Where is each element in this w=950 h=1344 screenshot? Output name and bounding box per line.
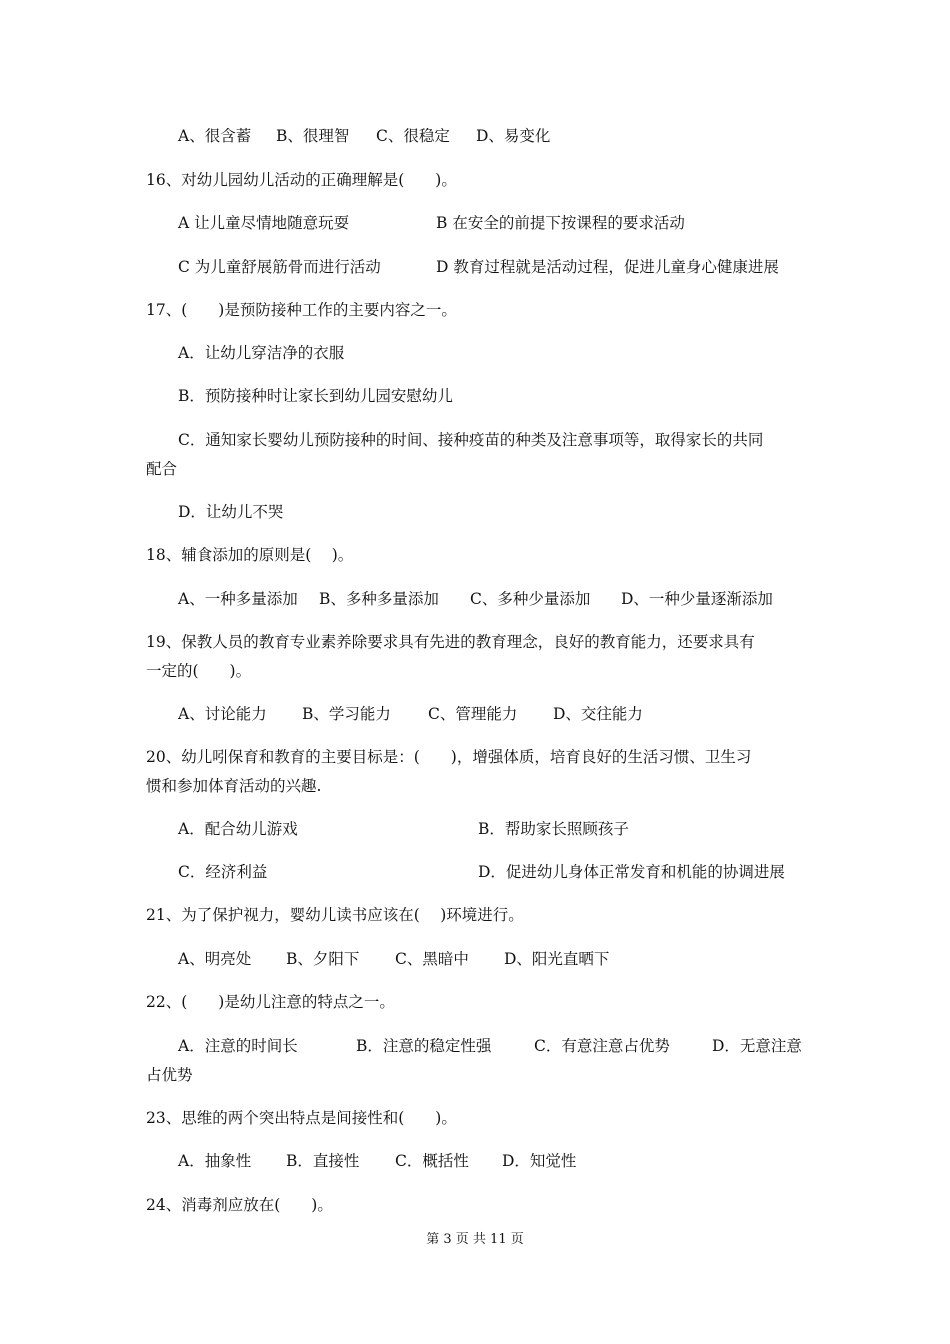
q17-stem: 17、( )是预防接种工作的主要内容之一。 xyxy=(146,301,457,319)
q23-stem: 23、思维的两个突出特点是间接性和( )。 xyxy=(146,1109,457,1127)
q19-option-b: B、学习能力 xyxy=(302,705,391,723)
q17-option-b: B．预防接种时让家长到幼儿园安慰幼儿 xyxy=(178,387,453,405)
q20-option-d: D．促进幼儿身体正常发育和机能的协调进展 xyxy=(478,863,785,881)
q22-option-d-continuation: 占优势 xyxy=(146,1066,193,1084)
q22-option-d: D．无意注意 xyxy=(712,1037,802,1055)
page-footer: 第 3 页 共 11 页 xyxy=(426,1232,524,1247)
q16-option-a: A 让儿童尽情地随意玩耍 xyxy=(178,214,350,232)
q23-option-c: C．概括性 xyxy=(395,1152,469,1170)
q21-option-b: B、夕阳下 xyxy=(286,950,360,968)
q17-option-c-continuation: 配合 xyxy=(146,460,178,478)
q19-option-c: C、管理能力 xyxy=(428,705,518,723)
q20-option-a: A．配合幼儿游戏 xyxy=(178,820,298,838)
q22-stem: 22、( )是幼儿注意的特点之一。 xyxy=(146,993,395,1011)
q21-option-d: D、阳光直晒下 xyxy=(504,950,610,968)
q19-stem: 19、保教人员的教育专业素养除要求具有先进的教育理念，良好的教育能力，还要求具有 xyxy=(146,633,755,651)
q18-option-d: D、一种少量逐渐添加 xyxy=(621,590,773,608)
q23-options xyxy=(178,1151,577,1171)
q18-option-c: C、多种少量添加 xyxy=(470,590,591,608)
q21-option-c: C、黑暗中 xyxy=(395,950,469,968)
q19-stem-continuation: 一定的( )。 xyxy=(146,662,252,680)
q21-options xyxy=(178,949,610,969)
q16-option-d: D 教育过程就是活动过程，促进儿童身心健康进展 xyxy=(436,258,779,276)
q15-option-c: C、很稳定 xyxy=(376,127,450,145)
q18-options xyxy=(178,589,773,609)
q17-option-d: D．让幼儿不哭 xyxy=(178,503,284,521)
q16-stem: 16、对幼儿园幼儿活动的正确理解是( )。 xyxy=(146,171,457,189)
q18-option-b: B、多种多量添加 xyxy=(319,590,439,608)
q21-stem: 21、为了保护视力，婴幼儿读书应该在( )环境进行。 xyxy=(146,906,524,924)
q17-option-a: A．让幼儿穿洁净的衣服 xyxy=(178,344,345,362)
q22-options xyxy=(178,1036,802,1056)
q23-option-b: B．直接性 xyxy=(286,1152,360,1170)
q15-option-a: A、很含蓄 xyxy=(178,127,252,145)
q16-option-b: B 在安全的前提下按课程的要求活动 xyxy=(436,214,685,232)
q24-stem: 24、消毒剂应放在( )。 xyxy=(146,1196,333,1214)
q17-option-c: C．通知家长婴幼儿预防接种的时间、接种疫苗的种类及注意事项等，取得家长的共同 xyxy=(178,431,764,449)
q21-option-a: A、明亮处 xyxy=(178,950,252,968)
q20-stem-continuation: 惯和参加体育活动的兴趣. xyxy=(146,777,322,795)
q15-options xyxy=(178,126,551,146)
q15-option-d: D、易变化 xyxy=(476,127,551,145)
q19-option-d: D、交往能力 xyxy=(553,705,643,723)
q19-options xyxy=(178,704,643,724)
q20-stem: 20、幼儿吲保育和教育的主要目标是：( )，增强体质，培育良好的生活习惯、卫生习 xyxy=(146,748,752,766)
q20-option-c: C．经济利益 xyxy=(178,863,268,881)
q18-option-a: A、一种多量添加 xyxy=(178,590,298,608)
q23-option-d: D．知觉性 xyxy=(502,1152,577,1170)
q22-option-c: C．有意注意占优势 xyxy=(534,1037,670,1055)
q15-option-b: B、很理智 xyxy=(276,127,350,145)
q16-option-c: C 为儿童舒展筋骨而进行活动 xyxy=(178,258,381,276)
q23-option-a: A．抽象性 xyxy=(178,1152,252,1170)
q19-option-a: A、讨论能力 xyxy=(178,705,267,723)
q18-stem: 18、辅食添加的原则是( )。 xyxy=(146,546,354,564)
q22-option-b: B．注意的稳定性强 xyxy=(356,1037,492,1055)
q22-option-a: A．注意的时间长 xyxy=(178,1037,298,1055)
q20-option-b: B．帮助家长照顾孩子 xyxy=(478,820,629,838)
